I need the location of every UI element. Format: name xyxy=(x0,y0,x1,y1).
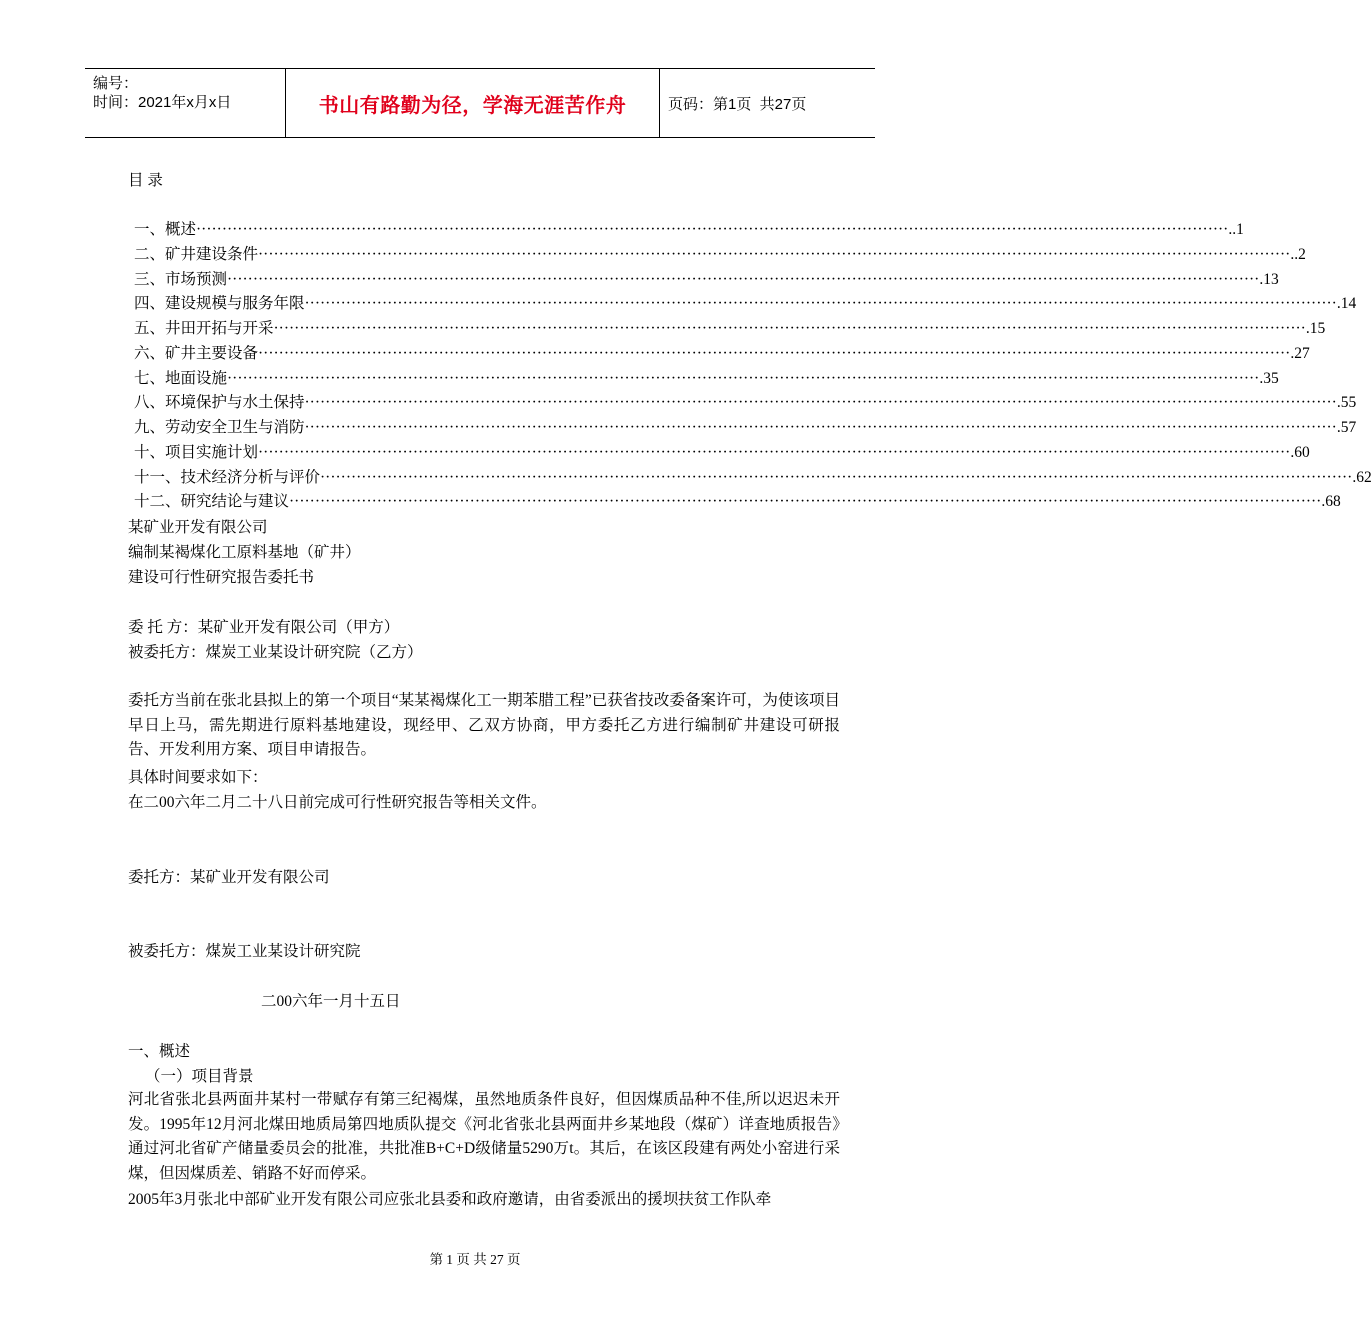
toc-item xyxy=(134,267,1279,289)
toc-item xyxy=(134,242,1306,264)
toc-item-page: .60 xyxy=(1290,443,1310,461)
toc-leader-dots: ········································································································································································································ xyxy=(320,468,1353,486)
toc-leader-dots: ········································································································································································································ xyxy=(289,493,1322,511)
toc-item-page: ..2 xyxy=(1290,245,1306,263)
commission-company: 某矿业开发有限公司 xyxy=(128,519,268,536)
toc-item xyxy=(134,291,1357,313)
toc-item-label: 三、市场预测 xyxy=(134,270,228,288)
header-motto-cell xyxy=(286,69,660,137)
background-paragraph-continued: 2005年3月张北中部矿业开发有限公司应张北县委和政府邀请，由省委派出的援坝扶贫工作队牵 xyxy=(128,1191,772,1208)
toc-item-page: ..1 xyxy=(1228,221,1244,238)
section-heading: 一、概述 xyxy=(128,1043,191,1060)
toc-item-page: .14 xyxy=(1336,295,1357,313)
toc-item-label: 四、建设规模与服务年限 xyxy=(134,295,305,313)
toc-item-page: .68 xyxy=(1321,493,1341,511)
commission-subject: 编制某褐煤化工原料基地（矿井） xyxy=(128,544,361,561)
document-time-label: 时间：2021年x月x日 xyxy=(93,94,232,111)
background-paragraph: 河北省张北县两面井某村一带赋存有第三纪褐煤，虽然地质条件良好，但因煤质品种不佳,所以迟迟未开发。1995年12月河北煤田地质局第四地质队提交《河北省张北县两面井乡某地段（煤矿）详查地质报告》通过河北省矿产储量委员会的批准，共批准B+C+D级储量5290万t。其后，在该区段建有两处小窑进行采煤，但因煤质差、销路不好而停采。 xyxy=(128,1091,840,1182)
toc-item-page: .62 xyxy=(1352,468,1372,486)
toc-item xyxy=(134,366,1279,388)
page-footer xyxy=(0,1248,950,1268)
header-meta-cell xyxy=(85,69,286,137)
page-header xyxy=(85,68,875,138)
toc-item-page: .13 xyxy=(1259,270,1279,288)
toc-item-page: .15 xyxy=(1305,320,1326,337)
toc-item xyxy=(134,465,1372,487)
commission-title: 建设可行性研究报告委托书 xyxy=(128,569,315,586)
contractor-party: 被委托方：煤炭工业某设计研究院（乙方） xyxy=(128,644,423,661)
toc-item-label: 一、概述 xyxy=(134,221,197,238)
toc-item xyxy=(134,489,1341,511)
toc-leader-dots: ········································································································································································································ xyxy=(304,295,1337,313)
toc-item xyxy=(134,341,1310,363)
client-party: 委 托 方：某矿业开发有限公司（甲方） xyxy=(128,619,400,636)
toc-item-page: .35 xyxy=(1259,369,1279,387)
toc-item-page: .55 xyxy=(1336,394,1357,412)
header-page-cell xyxy=(660,69,875,137)
toc-item-label: 十、项目实施计划 xyxy=(134,443,259,461)
toc-item xyxy=(134,440,1310,462)
footer-page-number: 第 1 页 共 27 页 xyxy=(429,1252,521,1267)
toc-item-label: 六、矿井主要设备 xyxy=(134,344,259,362)
contractor-signature: 被委托方：煤炭工业某设计研究院 xyxy=(128,943,361,960)
toc-item-page: .27 xyxy=(1290,344,1310,362)
toc-leader-dots: ········································································································································································································ xyxy=(258,443,1291,461)
toc-title: 目 录 xyxy=(128,172,163,189)
toc-item xyxy=(134,217,1244,239)
toc-item-label: 十一、技术经济分析与评价 xyxy=(134,468,321,486)
commission-date: 二00六年一月十五日 xyxy=(261,993,401,1010)
document-number-label: 编号： xyxy=(93,75,139,92)
toc-item-label: 八、环境保护与水土保持 xyxy=(134,394,305,412)
toc-item xyxy=(134,316,1326,338)
toc-item-label: 二、矿井建设条件 xyxy=(134,245,259,263)
toc-leader-dots: ········································································································································································································ xyxy=(258,344,1291,362)
time-requirement: 具体时间要求如下： xyxy=(128,769,268,786)
subsection-heading: （一）项目背景 xyxy=(145,1068,254,1085)
toc-leader-dots: ········································································································································································································ xyxy=(273,320,1306,337)
client-signature: 委托方：某矿业开发有限公司 xyxy=(128,869,330,886)
toc-leader-dots: ········································································································································································································ xyxy=(304,394,1337,412)
toc-item-label: 七、地面设施 xyxy=(134,369,228,387)
toc-item xyxy=(134,390,1357,412)
commission-body: 委托方当前在张北县拟上的第一个项目“某某褐煤化工一期苯腊工程”已获省技改委备案许可，为使该项目早日上马，需先期进行原料基地建设，现经甲、乙双方协商，甲方委托乙方进行编制矿井建设可研报告、开发利用方案、项目申请报告。 xyxy=(128,692,840,758)
toc-leader-dots: ········································································································································································································ xyxy=(227,270,1260,288)
toc-leader-dots: ········································································································································································································ xyxy=(304,419,1337,436)
header-page-label: 页码：第1页 共27页 xyxy=(668,95,807,113)
toc-item-page: .57 xyxy=(1336,419,1357,436)
toc-leader-dots: ········································································································································································································ xyxy=(227,369,1260,387)
deadline-text: 在二00六年二月二十八日前完成可行性研究报告等相关文件。 xyxy=(128,794,547,811)
toc-item xyxy=(134,415,1357,437)
toc-leader-dots: ········································································································································································································ xyxy=(258,245,1291,263)
toc-item-label: 九、劳动安全卫生与消防 xyxy=(134,419,305,436)
toc-leader-dots: ········································································································································································································ xyxy=(196,221,1229,238)
toc-item-label: 十二、研究结论与建议 xyxy=(134,493,290,511)
toc-item-label: 五、井田开拓与开采 xyxy=(134,320,274,337)
header-motto: 书山有路勤为径，学海无涯苦作舟 xyxy=(318,92,627,117)
